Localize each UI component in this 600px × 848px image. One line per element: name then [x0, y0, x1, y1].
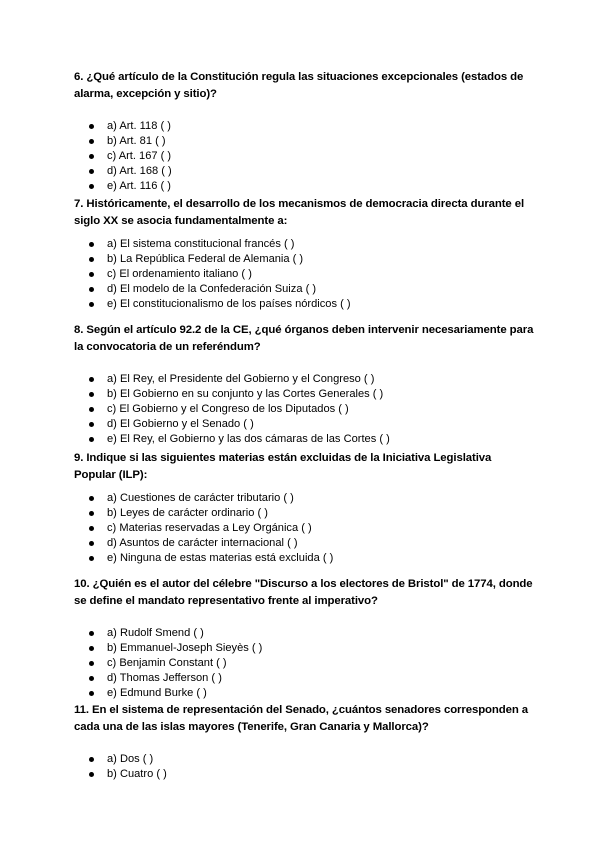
option-text: e) El constitucionalismo de los países nórdicos ( ) [107, 298, 351, 310]
option-text: a) El sistema constitucional francés ( ) [107, 238, 295, 250]
bullet-icon [89, 691, 94, 696]
option-text: a) Rudolf Smend ( ) [107, 627, 204, 639]
question-6 [74, 69, 534, 194]
bullet-icon [89, 392, 94, 397]
option-text: e) Ninguna de estas materias está excluida ( ) [107, 552, 334, 564]
option-item [74, 164, 534, 179]
option-item [74, 282, 534, 297]
bullet-icon [89, 154, 94, 159]
bullet-icon [89, 772, 94, 777]
option-item [74, 417, 534, 432]
bullet-icon [89, 184, 94, 189]
bullet-icon [89, 422, 94, 427]
bullet-icon [89, 272, 94, 277]
option-text: d) Asuntos de carácter internacional ( ) [107, 537, 298, 549]
bullet-icon [89, 169, 94, 174]
bullet-icon [89, 646, 94, 651]
option-item [74, 752, 534, 767]
bullet-icon [89, 676, 94, 681]
question-10 [74, 576, 534, 701]
bullet-icon [89, 511, 94, 516]
bullet-icon [89, 757, 94, 762]
option-text: d) El modelo de la Confederación Suiza ( ) [107, 283, 317, 295]
option-text: d) Art. 168 ( ) [107, 165, 172, 177]
option-item [74, 626, 534, 641]
question-title: 6. ¿Qué artículo de la Constitución regula las situaciones excepcionales (estados de alarma, excepción y sitio)? [74, 71, 524, 100]
question-11 [74, 702, 534, 782]
option-item [74, 536, 534, 551]
option-text: b) Art. 81 ( ) [107, 135, 166, 147]
option-item [74, 521, 534, 536]
option-text: a) Cuestiones de carácter tributario ( ) [107, 492, 294, 504]
bullet-icon [89, 631, 94, 636]
option-list [74, 491, 534, 566]
option-item [74, 656, 534, 671]
question-9 [74, 450, 534, 566]
bullet-icon [89, 257, 94, 262]
option-text: b) Emmanuel-Joseph Sieyès ( ) [107, 642, 263, 654]
option-text: c) Art. 167 ( ) [107, 150, 172, 162]
option-text: a) El Rey, el Presidente del Gobierno y el Congreso ( ) [107, 373, 375, 385]
option-text: b) El Gobierno en su conjunto y las Cortes Generales ( ) [107, 388, 384, 400]
bullet-icon [89, 377, 94, 382]
option-item [74, 387, 534, 402]
question-title: 10. ¿Quién es el autor del célebre "Discurso a los electores de Bristol" de 1774, donde se define el mandato representativo frente al imperativo? [74, 578, 533, 607]
option-item [74, 671, 534, 686]
option-item [74, 432, 534, 447]
option-item [74, 252, 534, 267]
bullet-icon [89, 242, 94, 247]
bullet-icon [89, 437, 94, 442]
option-text: d) El Gobierno y el Senado ( ) [107, 418, 254, 430]
option-text: e) El Rey, el Gobierno y las dos cámaras de las Cortes ( ) [107, 433, 390, 445]
bullet-icon [89, 496, 94, 501]
bullet-icon [89, 124, 94, 129]
option-text: a) Art. 118 ( ) [107, 120, 171, 132]
bullet-icon [89, 302, 94, 307]
option-item [74, 641, 534, 656]
option-item [74, 179, 534, 194]
option-text: e) Art. 116 ( ) [107, 180, 171, 192]
bullet-icon [89, 287, 94, 292]
option-list [74, 626, 534, 701]
option-item [74, 506, 534, 521]
bullet-icon [89, 526, 94, 531]
bullet-icon [89, 541, 94, 546]
option-item [74, 149, 534, 164]
question-title: 8. Según el artículo 92.2 de la CE, ¿qué órganos deben intervenir necesariamente para la convocatoria de un referéndum? [74, 324, 534, 353]
option-list [74, 237, 534, 312]
option-item [74, 119, 534, 134]
option-item [74, 491, 534, 506]
question-title: 9. Indique si las siguientes materias están excluidas de la Iniciativa Legislativa Popular (ILP): [74, 452, 492, 481]
question-title: 11. En el sistema de representación del Senado, ¿cuántos senadores corresponden a cada una de las islas mayores (Tenerife, Gran Canaria y Mallorca)? [74, 704, 529, 733]
option-item [74, 402, 534, 417]
option-list [74, 752, 534, 782]
option-item [74, 686, 534, 701]
question-7 [74, 196, 534, 312]
option-list [74, 372, 534, 447]
bullet-icon [89, 139, 94, 144]
option-item [74, 551, 534, 566]
option-item [74, 767, 534, 782]
option-text: a) Dos ( ) [107, 753, 154, 765]
question-8 [74, 322, 534, 447]
option-text: c) El Gobierno y el Congreso de los Diputados ( ) [107, 403, 349, 415]
option-text: b) Leyes de carácter ordinario ( ) [107, 507, 268, 519]
option-text: b) Cuatro ( ) [107, 768, 167, 780]
option-text: c) Benjamin Constant ( ) [107, 657, 227, 669]
option-text: c) El ordenamiento italiano ( ) [107, 268, 252, 280]
option-text: c) Materias reservadas a Ley Orgánica ( ) [107, 522, 312, 534]
bullet-icon [89, 661, 94, 666]
option-item [74, 134, 534, 149]
option-item [74, 372, 534, 387]
bullet-icon [89, 407, 94, 412]
option-text: b) La República Federal de Alemania ( ) [107, 253, 304, 265]
bullet-icon [89, 556, 94, 561]
option-item [74, 297, 534, 312]
option-text: d) Thomas Jefferson ( ) [107, 672, 222, 684]
option-item [74, 267, 534, 282]
option-item [74, 237, 534, 252]
option-text: e) Edmund Burke ( ) [107, 687, 207, 699]
option-list [74, 119, 534, 194]
question-title: 7. Históricamente, el desarrollo de los mecanismos de democracia directa durante el siglo XX se asocia fundamentalmente a: [74, 198, 525, 227]
